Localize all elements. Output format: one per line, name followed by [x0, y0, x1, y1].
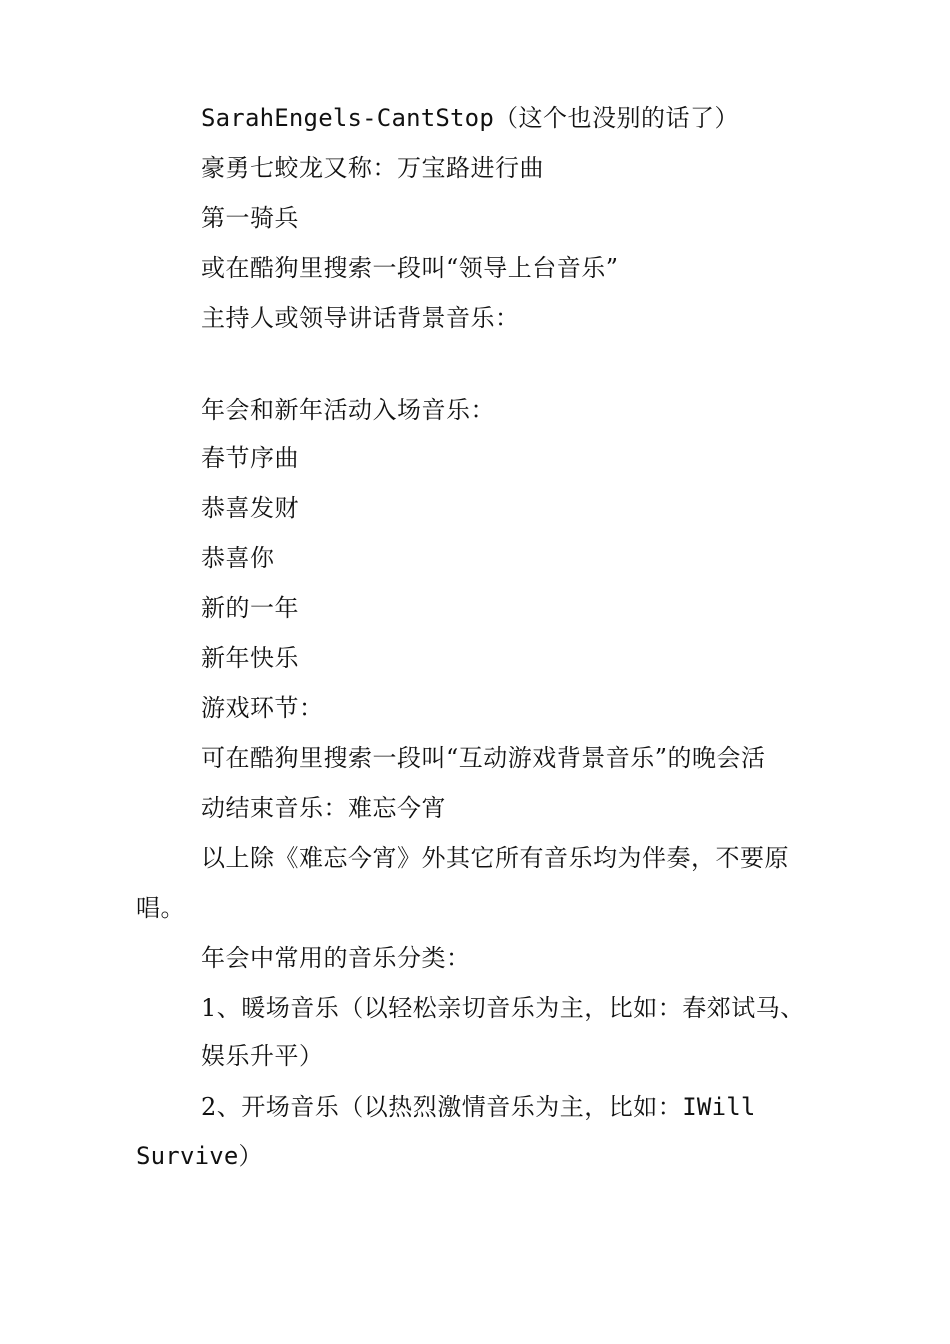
song-note: （这个也没别的话了）	[493, 104, 739, 132]
search-tip-game-music: 可在酷狗里搜索一段叫“互动游戏背景音乐”的晚会活	[201, 744, 766, 772]
song-title-latin: SarahEngels-CantStop	[201, 104, 494, 132]
song-line-happy-new-year: 新年快乐	[201, 644, 299, 672]
category-opening-music-continued: Survive）	[136, 1142, 263, 1170]
section-heading-entrance-music: 年会和新年活动入场音乐：	[201, 396, 495, 424]
song-line-new-year: 新的一年	[201, 594, 299, 622]
accompaniment-note: 以上除《难忘今宵》外其它所有音乐均为伴奏，不要原	[201, 844, 789, 872]
song-line-sarah-engels	[201, 103, 739, 133]
ending-music-line: 动结束音乐：难忘今宵	[201, 794, 446, 822]
search-tip-leader-music: 或在酷狗里搜索一段叫“领导上台音乐”	[201, 254, 619, 282]
song-line-spring-festival-overture: 春节序曲	[201, 444, 299, 472]
song-line-first-cavalry: 第一骑兵	[201, 204, 299, 232]
accompaniment-note-continued: 唱。	[136, 894, 185, 922]
category-warmup-music: 1、暖场音乐（以轻松亲切音乐为主，比如：春郊试马、	[201, 994, 805, 1022]
category-opening-song-latin: IWill	[682, 1093, 756, 1121]
category-opening-text: 2、开场音乐（以热烈激情音乐为主，比如：	[201, 1093, 683, 1121]
section-heading-music-categories: 年会中常用的音乐分类：	[201, 944, 471, 972]
song-line-marlboro-march: 豪勇七蛟龙又称：万宝路进行曲	[201, 154, 544, 182]
section-heading-host-speech: 主持人或领导讲话背景音乐：	[201, 304, 520, 332]
section-heading-game: 游戏环节：	[201, 694, 324, 722]
song-line-gong-xi-fa-cai: 恭喜发财	[201, 494, 299, 522]
song-line-gong-xi-ni: 恭喜你	[201, 544, 275, 572]
category-warmup-music-continued: 娱乐升平）	[201, 1042, 324, 1070]
category-opening-music	[201, 1092, 756, 1122]
